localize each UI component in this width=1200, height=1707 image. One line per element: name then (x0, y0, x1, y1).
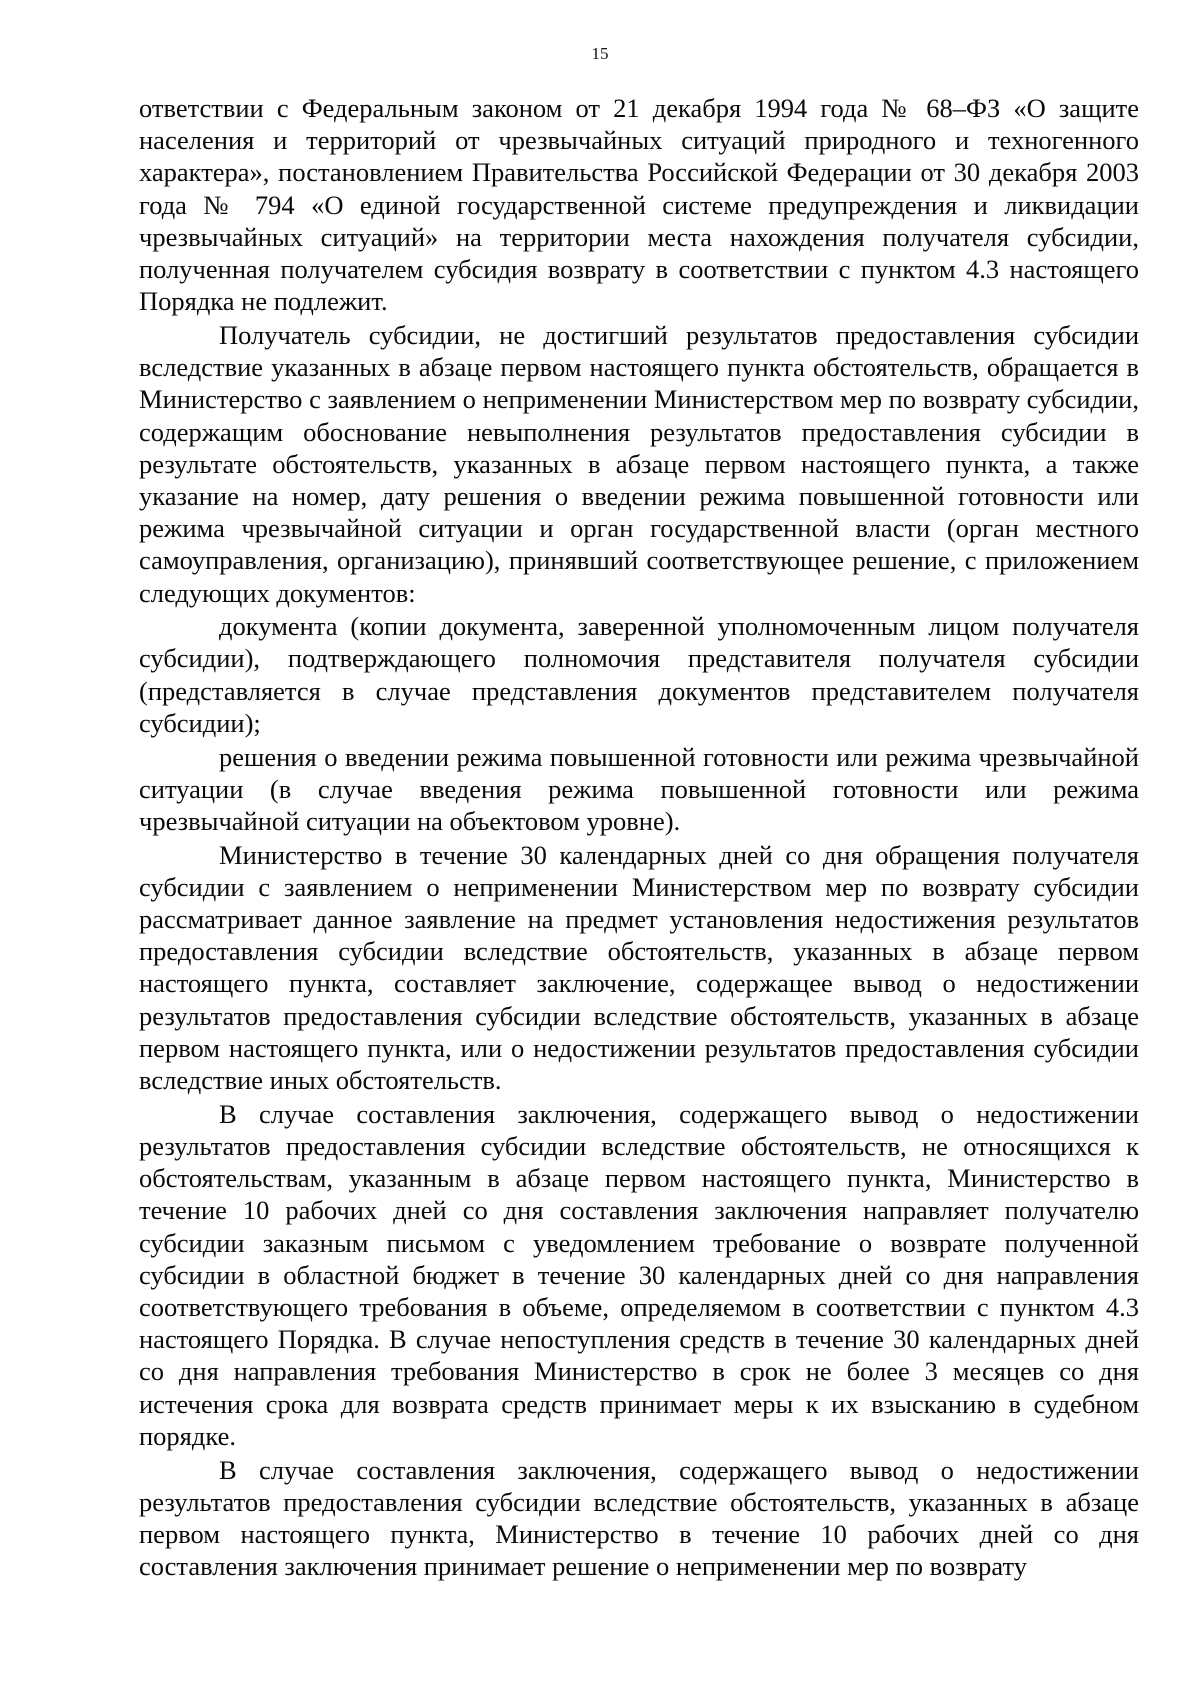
paragraph-refund-requirement: В случае составления заключения, содержащего вывод о недостижении результатов предоставления субсидии вследствие обстоятельств, не относящихся к обстоятельствам, указанным в абзаце первом настоящего пункта, Министерство в течение 10 рабочих дней со дня составления заключения направляет получателю субсидии заказным письмом с уведомлением требование о возврате полученной субсидии в областной бюджет в течение 30 календарных дней со дня направления соответствующего требования в объеме, определяемом в соответствии с пунктом 4.3 настоящего Порядка. В случае непоступления средств в течение 30 календарных дней со дня направления требования Министерство в срок не более 3 месяцев со дня истечения срока для возврата средств принимает меры к их взысканию в судебном порядке. (139, 1098, 1139, 1451)
paragraph-emergency-decision: решения о введении режима повышенной готовности или режима чрезвычайной ситуации (в случае введения режима повышенной готовности или режима чрезвычайной ситуации на объектовом уровне). (139, 741, 1139, 836)
paragraph-recipient-application: Получатель субсидии, не достигший результатов предоставления субсидии вследствие указанных в абзаце первом настоящего пункта обстоятельств, обращается в Министерство с заявлением о неприменении Министерством мер по возврату субсидии, содержащим обоснование невыполнения результатов предоставления субсидии в результате обстоятельств, указанных в абзаце первом настоящего пункта, а также указание на номер, дату решения о введении режима повышенной готовности или режима чрезвычайной ситуации и орган государственной власти (орган местного самоуправления, организацию), принявший соответствующее решение, с приложением следующих документов: (139, 319, 1139, 608)
page-number: 15 (591, 44, 609, 63)
paragraph-ministry-review: Министерство в течение 30 календарных дней со дня обращения получателя субсидии с заявлением о неприменении Министерством мер по возврату субсидии рассматривает данное заявление на предмет установления недостижения результатов предоставления субсидии вследствие обстоятельств, указанных в абзаце первом настоящего пункта, составляет заключение, содержащее вывод о недостижении результатов предоставления субсидии вследствие обстоятельств, указанных в абзаце первом настоящего пункта, или о недостижении результатов предоставления субсидии вследствие иных обстоятельств. (139, 839, 1139, 1096)
document-body (139, 92, 1139, 1584)
paragraph-continuation: ответствии с Федеральным законом от 21 декабря 1994 года № 68–ФЗ «О защите населения и территорий от чрезвычайных ситуаций природного и техногенного характера», постановлением Правительства Российской Федерации от 30 декабря 2003 года № 794 «О единой государственной системе предупреждения и ликвидации чрезвычайных ситуаций» на территории места нахождения получателя субсидии, полученная получателем субсидия возврату в соответствии с пунктом 4.3 настоящего Порядка не подлежит. (139, 93, 1139, 317)
paragraph-non-application-decision: В случае составления заключения, содержащего вывод о недостижении результатов предоставления субсидии вследствие обстоятельств, указанных в абзаце первом настоящего пункта, Министерство в течение 10 рабочих дней со дня составления заключения принимает решение о неприменении мер по возврату (139, 1454, 1139, 1582)
paragraph-document-authority: документа (копии документа, заверенной уполномоченным лицом получателя субсидии), подтверждающего полномочия представителя получателя субсидии (представляется в случае представления документов представителем получателя субсидии); (139, 611, 1139, 738)
